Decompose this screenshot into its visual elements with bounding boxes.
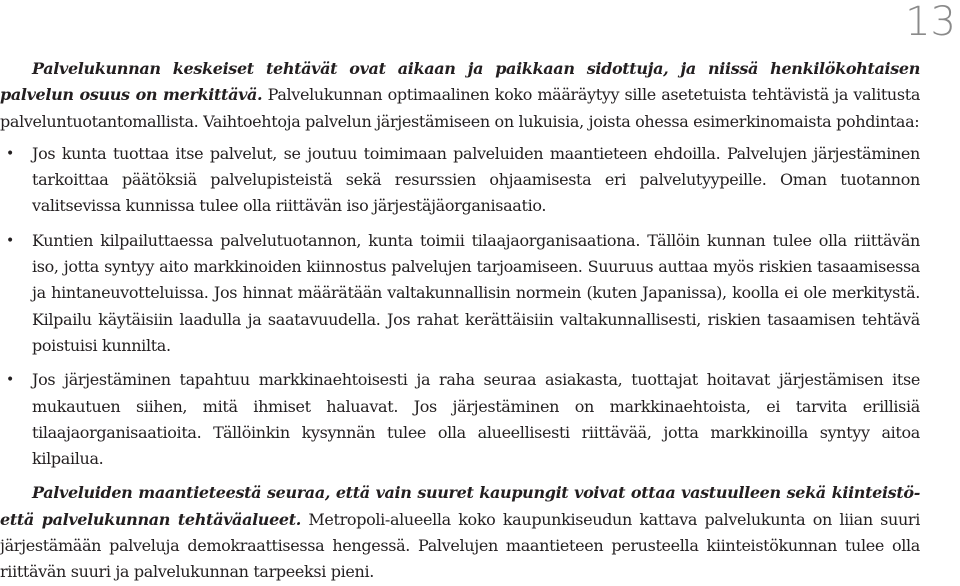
intro-text: Palvelukunnan optimaalinen koko määräytyy sille asetetuista tehtävistä ja valitusta palveluntuotantomallista. Vaihtoehtoja palvelun järjestämiseen on lukuisia, joista ohessa esimerkinomaista pohdintaa: bbox=[0, 85, 921, 131]
document-body bbox=[0, 56, 920, 586]
page-number: 13 bbox=[905, 0, 956, 45]
closing-paragraph bbox=[0, 480, 920, 585]
bullet-icon: • bbox=[6, 372, 14, 389]
list-item bbox=[0, 367, 920, 472]
bullet-text: Kuntien kilpailuttaessa palvelutuotannon, kunta toimii tilaajaorganisaationa. Tällöin kunnan tulee olla riittävän iso, jotta syntyy aito markkinoiden kiinnostus palvelujen tarjoamiseen. Suuruus auttaa myös riskien tasaamisessa ja hintaneuvotteluissa. Jos hinnat määrätään valtakunnallisin normein (kuten Japanissa), koolla ei ole merkitystä. Kilpailu käytäisiin laadulla ja saatavuudella. Jos rahat kerättäisiin valtakunnallisesti, riskien tasaamisen tehtävä poistuisi kunnilta. bbox=[32, 230, 920, 355]
list-item bbox=[0, 141, 920, 220]
intro-emphasis: Palvelukunnan keskeiset tehtävät ovat aikaan ja paikkaan sidottuja, ja niissä henkilökohtaisen palvelun osuus on merkittävä. bbox=[0, 59, 920, 105]
bullet-text: Jos järjestäminen tapahtuu markkinaehtoisesti ja raha seuraa asiakasta, tuottajat hoitavat järjestämisen itse mukautuen siihen, mitä ihmiset haluavat. Jos järjestäminen on markkinaehtoista, ei tarvita erillisiä tilaajaorganisaatioita. Tällöinkin kysynnän tulee olla alueellisesti riittävää, jotta markkinoilla syntyy aitoa kilpailua. bbox=[32, 370, 920, 469]
bullet-text: Jos kunta tuottaa itse palvelut, se joutuu toimimaan palveluiden maantieteen ehdoilla. Palvelujen järjestäminen tarkoittaa päätöksiä palvelupisteistä sekä resurssien ohjaamisesta eri palvelutyypeille. Oman tuotannon valitsevissa kunnissa tulee olla riittävän iso järjestäjäorganisaatio. bbox=[32, 143, 920, 216]
closing-emphasis: Palveluiden maantieteestä seuraa, että vain suuret kaupungit voivat ottaa vastuulleen sekä kiinteistö- että palvelukunnan tehtäväalueet. bbox=[0, 483, 920, 529]
intro-paragraph bbox=[0, 56, 920, 135]
closing-text: Metropoli-alueella koko kaupunkiseudun kattava palvelukunta on liian suuri järjestämään palveluja demokraattisessa hengessä. Palvelujen maantieteen perusteella kiinteistökunnan tulee olla riittävän suuri ja palvelukunnan tarpeeksi pieni. bbox=[0, 509, 920, 582]
bullet-icon: • bbox=[6, 232, 14, 249]
bullet-list bbox=[0, 141, 920, 473]
list-item bbox=[0, 228, 920, 359]
bullet-icon: • bbox=[6, 145, 14, 162]
